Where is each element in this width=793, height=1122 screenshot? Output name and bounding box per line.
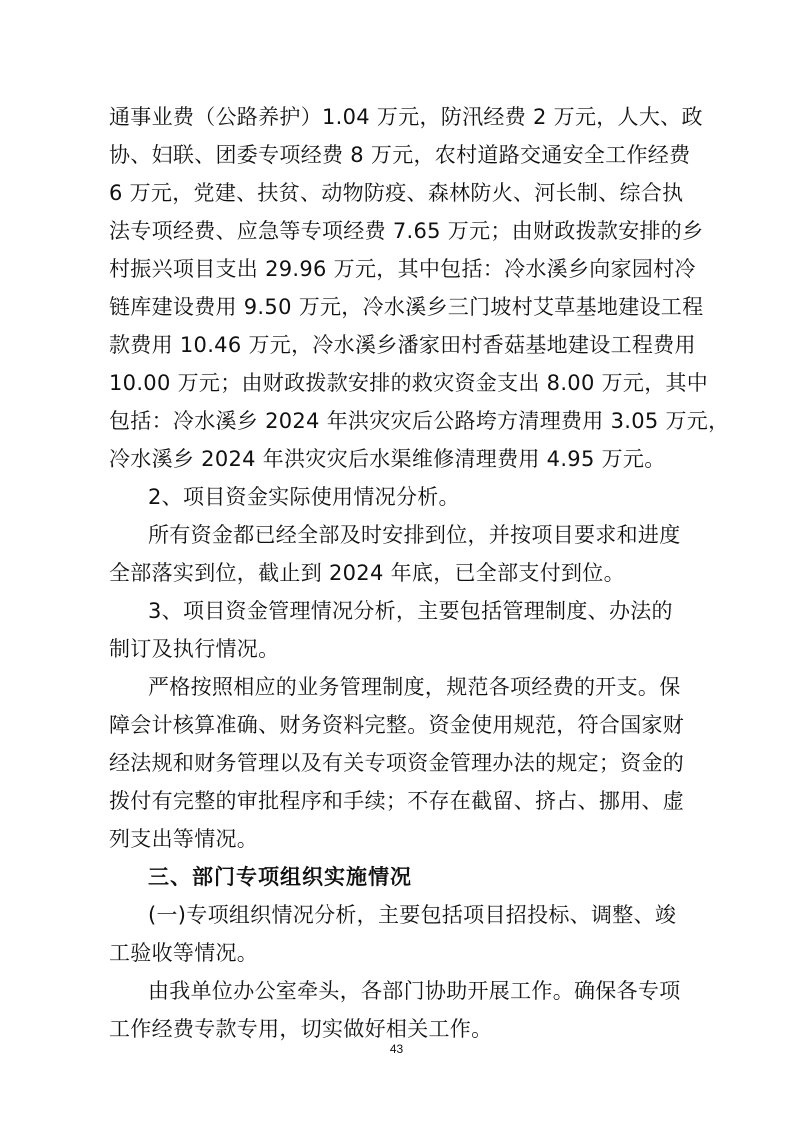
paragraph-line: 冷水溪乡 2024 年洪灾灾后水渠维修清理费用 4.95 万元。 xyxy=(109,447,666,471)
paragraph-line: 拨付有完整的审批程序和手续；不存在截留、挤占、挪用、虚 xyxy=(109,789,685,813)
paragraph-line: 严格按照相应的业务管理制度，规范各项经费的开支。保 xyxy=(148,675,681,699)
paragraph-line: 工作经费专款专用，切实做好相关工作。 xyxy=(109,1017,493,1041)
paragraph-line: 包括：冷水溪乡 2024 年洪灾灾后公路垮方清理费用 3.05 万元， xyxy=(109,409,730,433)
paragraph-line: 法专项经费、应急等专项经费 7.65 万元；由财政拨款安排的乡 xyxy=(109,219,704,243)
item-2-title: 2、项目资金实际使用情况分析。 xyxy=(148,485,460,509)
paragraph-line: 10.00 万元；由财政拨款安排的救灾资金支出 8.00 万元，其中 xyxy=(109,371,709,395)
paragraph-line: 障会计核算准确、财务资料完整。资金使用规范，符合国家财 xyxy=(109,713,685,737)
paragraph-line: 通事业费（公路养护）1.04 万元，防汛经费 2 万元，人大、政 xyxy=(109,105,703,129)
paragraph-line: 所有资金都已经全部及时安排到位，并按项目要求和进度 xyxy=(148,523,681,547)
paragraph-line: 由我单位办公室牵头，各部门协助开展工作。确保各专项 xyxy=(148,979,681,1003)
item-3-title: 3、项目资金管理情况分析，主要包括管理制度、办法的 xyxy=(148,599,673,623)
paragraph-line: 款费用 10.46 万元，冷水溪乡潘家田村香菇基地建设工程费用 xyxy=(109,333,696,357)
sub-item-1-title: (一)专项组织情况分析，主要包括项目招投标、调整、竣 xyxy=(148,903,677,927)
sub-item-1-title-cont: 工验收等情况。 xyxy=(109,941,259,965)
item-3-title-cont: 制订及执行情况。 xyxy=(109,637,280,661)
paragraph-line: 6 万元，党建、扶贫、动物防疫、森林防火、河长制、综合执 xyxy=(109,181,684,205)
page-number: 43 xyxy=(389,1042,404,1056)
paragraph-line: 列支出等情况。 xyxy=(109,827,259,851)
paragraph-line: 链库建设费用 9.50 万元，冷水溪乡三门坡村艾草基地建设工程 xyxy=(109,295,704,319)
paragraph-line: 村振兴项目支出 29.96 万元，其中包括：冷水溪乡向家园村冷 xyxy=(109,257,696,281)
paragraph-line: 协、妇联、团委专项经费 8 万元，农村道路交通安全工作经费 xyxy=(109,143,691,167)
section-heading: 三、部门专项组织实施情况 xyxy=(148,865,412,889)
paragraph-line: 全部落实到位，截止到 2024 年底，已全部支付到位。 xyxy=(109,561,625,585)
paragraph-line: 经法规和财务管理以及有关专项资金管理办法的规定；资金的 xyxy=(109,751,685,775)
